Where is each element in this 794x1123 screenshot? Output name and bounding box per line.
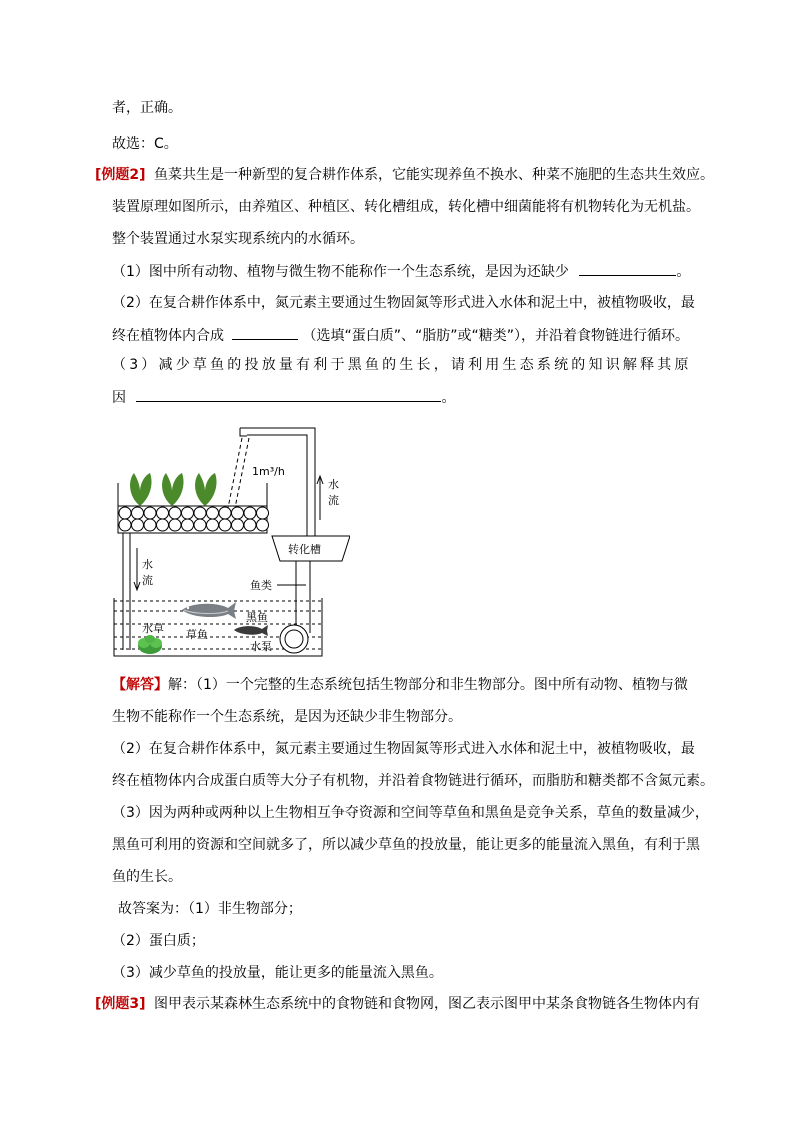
gravel-ball [132,519,144,531]
black-fish-label: 黑鱼 [246,611,268,624]
text: 。 [441,390,456,406]
text-line: 黑鱼可利用的资源和空间就多了，所以减少草鱼的投放量，能让更多的能量流入黑鱼，有利于黑 [112,837,700,853]
answer-tag: 【解答】 [112,677,168,693]
answer-blank[interactable] [136,387,441,402]
final-answer: （2）蛋白质； [112,933,205,949]
example-3 [95,994,700,1014]
converter-label: 转化槽 [288,543,321,556]
flow-rate-label: 1m³/h [252,465,285,478]
gravel-ball [219,519,231,531]
text-line: 生物不能称作一个生态系统，是因为还缺少非生物部分。 [112,709,462,725]
answer-1 [112,675,688,695]
gravel-ball [182,519,194,531]
text-line: 者，正确。 [112,100,182,116]
gravel-ball [144,519,156,531]
gravel-ball [232,519,244,531]
pump-icon [280,625,308,653]
question-1 [112,261,690,282]
gravel-ball [207,507,219,519]
pump-label: 水泵 [250,640,272,653]
example-2 [95,165,714,185]
fish-icon [182,602,236,619]
gravel-ball [169,507,181,519]
text: 因 [112,390,126,406]
gravel-ball [219,507,231,519]
aquaponics-diagram [110,418,350,663]
gravel-ball [244,519,256,531]
text: 解：（1）一个完整的生态系统包括生物部分和非生物部分。图中所有动物、植物与微 [168,677,688,693]
text: （选填“蛋白质”、“脂肪”或“糖类”），并沿着食物链进行循环。 [302,328,689,344]
gravel-ball [132,507,144,519]
water-flow-label: 流 [142,574,153,587]
text-line: 装置原理如图所示，由养殖区、种植区、转化槽组成，转化槽中细菌能将有机物转化为无机盐。 [112,199,700,215]
waterweed-icon [138,635,162,654]
diagram-svg [110,418,350,663]
gravel-ball [169,519,181,531]
example-tag: [例题3] [95,996,146,1012]
answer-blank[interactable] [232,325,298,340]
text-line: （3）减少草鱼的投放量有利于黑鱼的生长，请利用生态系统的知识解释其原 [112,357,692,373]
text-line: （2）在复合耕作体系中，氮元素主要通过生物固氮等形式进入水体和泥土中，被植物吸收，最 [112,741,695,757]
text: 鱼菜共生是一种新型的复合耕作体系，它能实现养鱼不换水、种菜不施肥的生态共生效应。 [154,167,714,183]
text-line: 故选：C。 [112,136,178,152]
text: （1）图中所有动物、植物与微生物不能称作一个生态系统，是因为还缺少 [112,264,569,280]
gravel-ball [244,507,256,519]
water-flow-label: 水 [328,478,339,491]
fish-label: 鱼类 [250,579,272,592]
pipe [247,435,307,548]
gravel-ball [157,519,169,531]
text: 终在植物体内合成 [112,328,224,344]
text: 。 [676,264,691,280]
gravel-ball [157,507,169,519]
text-line: （3）因为两种或两种以上生物相互争夺资源和空间等草鱼和黑鱼是竞争关系，草鱼的数量减少， [112,805,709,821]
gravel [119,507,269,531]
text-line: 整个装置通过水泵实现系统内的水循环。 [112,231,364,247]
gravel-ball [207,519,219,531]
gravel-ball [182,507,194,519]
text-line: 终在植物体内合成蛋白质等大分子有机物，并沿着食物链进行循环，而脂肪和糖类都不含氮元素。 [112,773,714,789]
final-answer: （3）减少草鱼的投放量，能让更多的能量流入黑鱼。 [112,965,443,981]
gravel-ball [194,507,206,519]
gravel-ball [257,507,269,519]
text-line: （2）在复合耕作体系中，氮元素主要通过生物固氮等形式进入水体和泥土中，被植物吸收，最 [112,295,695,311]
final-answer: 故答案为：（1）非生物部分； [118,901,302,917]
gravel-ball [119,519,131,531]
question-2 [112,325,689,346]
question-3 [112,387,455,408]
text: 图甲表示某森林生态系统中的食物链和食物网，图乙表示图甲中某条食物链各生物体内有 [154,996,700,1012]
water-flow-label: 水 [142,558,153,571]
text-line: 鱼的生长。 [112,869,182,885]
plant-icon [130,473,216,506]
waterweed-label: 水草 [142,622,164,635]
answer-blank[interactable] [579,261,676,276]
gravel-ball [194,519,206,531]
gravel-ball [257,519,269,531]
grass-carp-label: 草鱼 [186,628,208,641]
example-tag: [例题2] [95,167,146,183]
gravel-ball [232,507,244,519]
gravel-ball [119,507,131,519]
water-flow-label: 流 [328,494,339,507]
fish-icon [234,625,268,636]
gravel-ball [144,507,156,519]
